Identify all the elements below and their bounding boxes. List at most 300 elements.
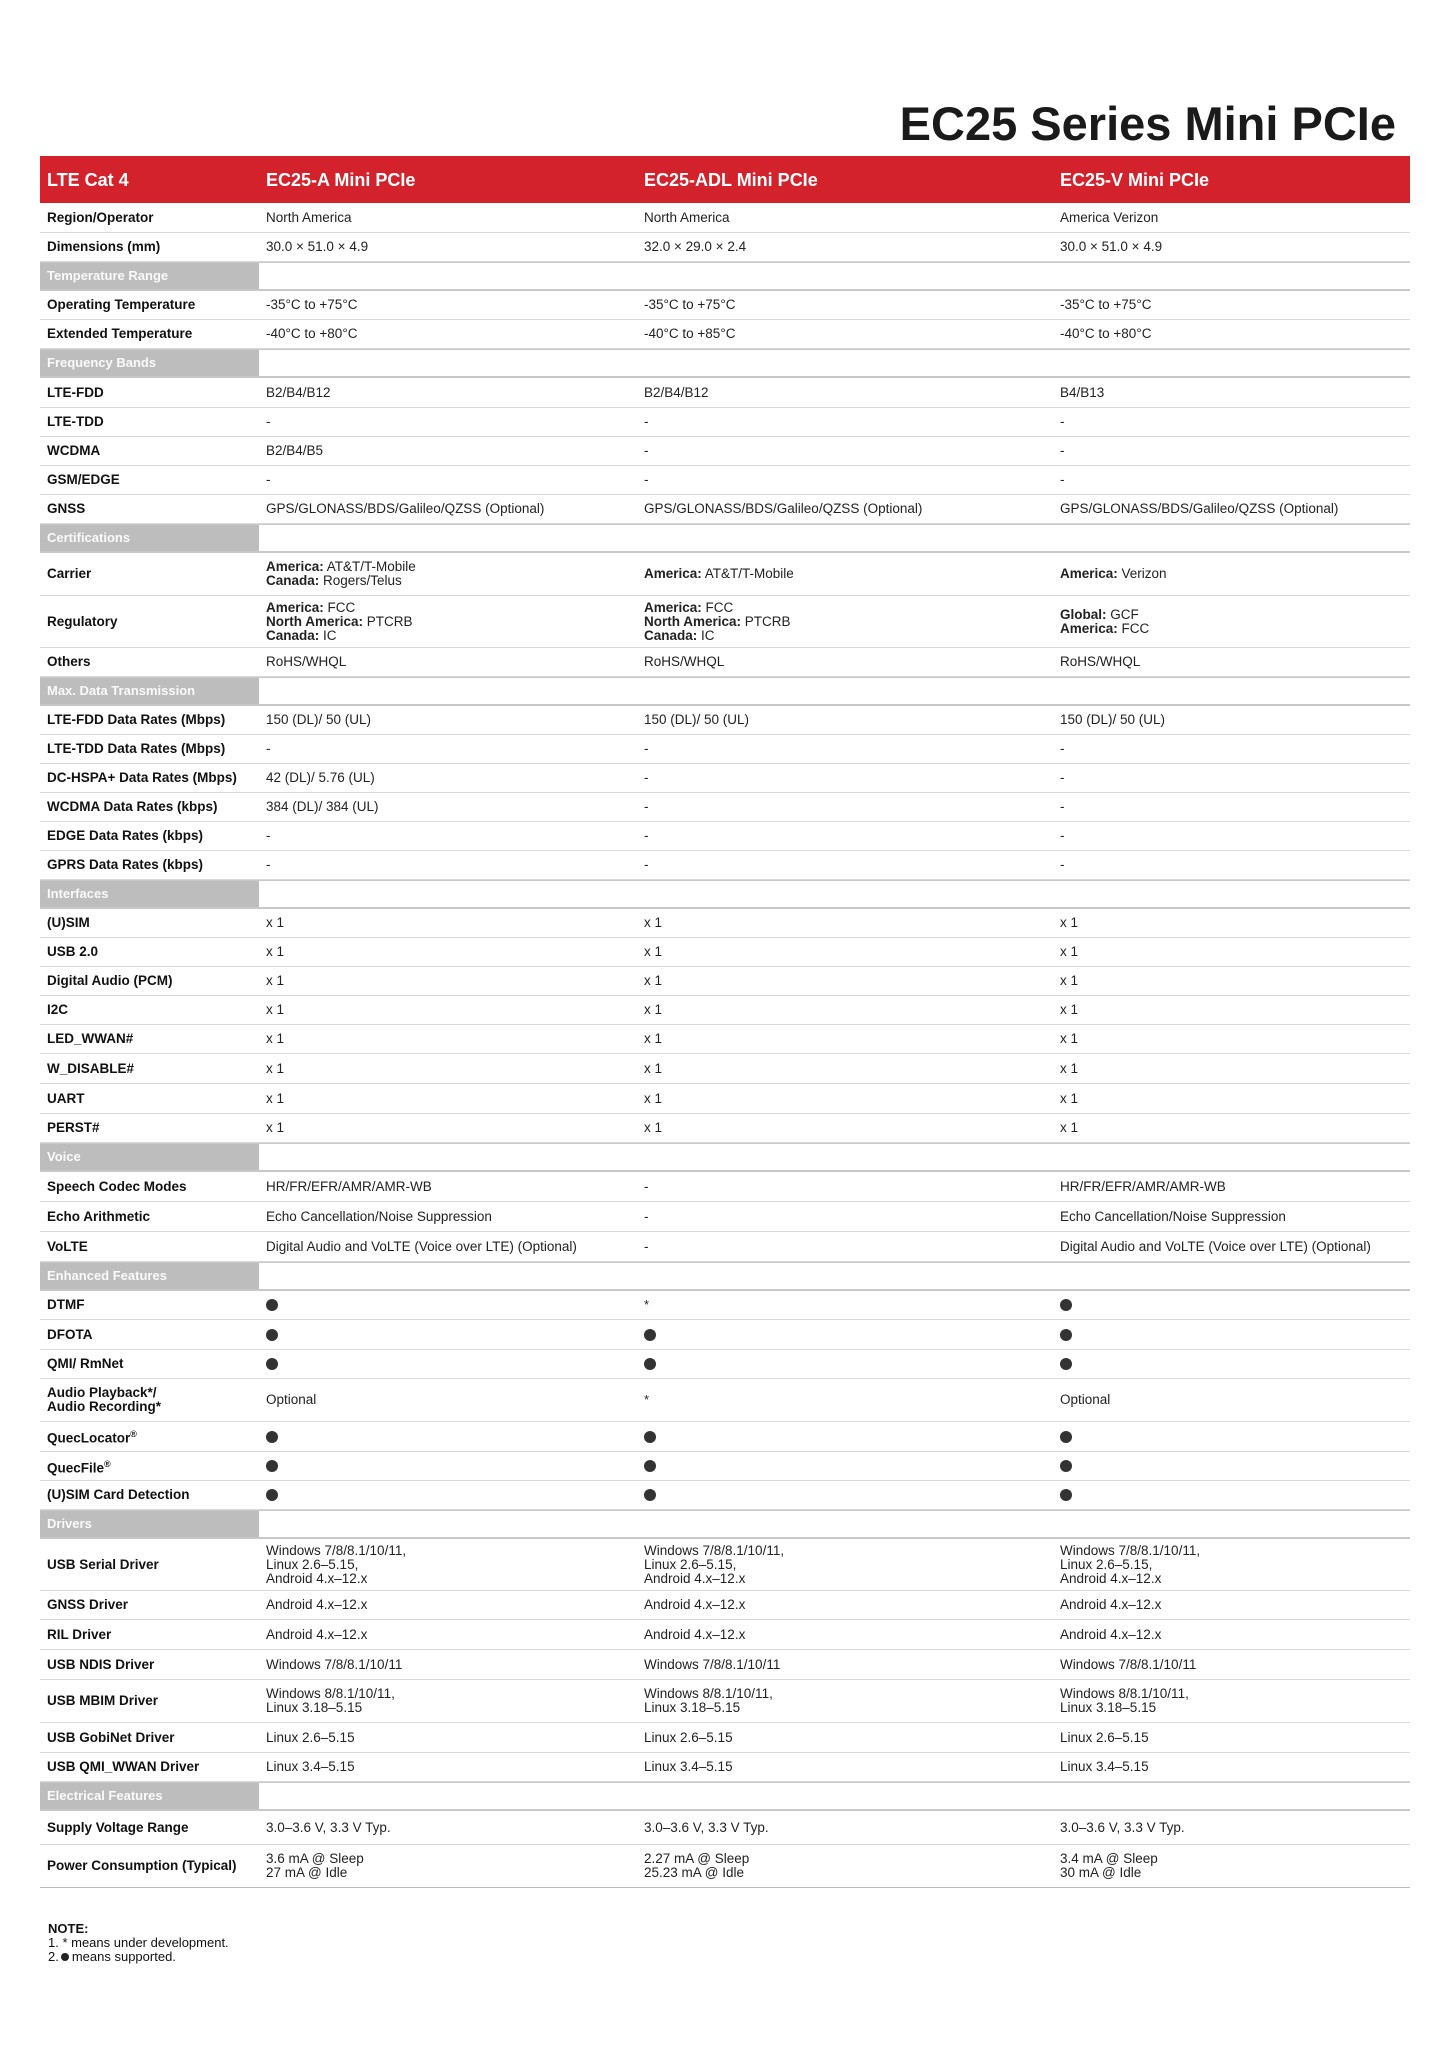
cell-value: FCC	[323, 599, 356, 615]
cell-a: Android 4.x–12.x	[266, 1626, 368, 1642]
note-title: NOTE:	[48, 1921, 89, 1936]
cell-value: PTCRB	[363, 613, 413, 629]
row-label: LED_WWAN#	[47, 1031, 134, 1046]
row-label: (U)SIM	[47, 915, 90, 930]
cell-adl	[637, 1430, 1053, 1444]
cell-v: Echo Cancellation/Noise Suppression	[1060, 1208, 1286, 1224]
cell-v	[1053, 1298, 1410, 1312]
cell-value: AT&T/T-Mobile	[323, 559, 416, 574]
cell-v: -	[1060, 770, 1065, 785]
spec-table	[40, 156, 1410, 1888]
cell-a: x 1	[266, 1090, 285, 1106]
cell-adl: x 1	[644, 944, 663, 959]
cell-v: -	[1060, 443, 1065, 458]
row-label: Carrier	[47, 566, 92, 581]
cell-adl: -	[644, 443, 649, 458]
cell-a: x 1	[266, 1002, 285, 1017]
cell-adl: x 1	[644, 1060, 663, 1076]
cell-a: x 1	[266, 1120, 285, 1135]
cell-value: Verizon	[1117, 566, 1167, 581]
cell-a: 150 (DL)/ 50 (UL)	[266, 712, 372, 727]
registered-mark: ®	[104, 1458, 111, 1469]
supported-dot-icon	[1060, 1329, 1072, 1341]
row-label: USB GobiNet Driver	[47, 1729, 175, 1745]
cell-key: America:	[266, 599, 324, 615]
cell-adl: x 1	[644, 1002, 663, 1017]
row-label: LTE-TDD Data Rates (Mbps)	[47, 741, 226, 756]
section-title: Frequency Bands	[40, 350, 259, 376]
row-label: Extended Temperature	[47, 326, 193, 341]
row-label: PERST#	[47, 1120, 100, 1135]
cell-key: North America:	[644, 613, 742, 629]
supported-dot-icon	[1060, 1299, 1072, 1311]
table-row	[40, 1723, 1410, 1753]
section-header	[40, 1262, 1410, 1291]
row-label: Digital Audio (PCM)	[47, 973, 173, 988]
cell-a: Digital Audio and VoLTE (Voice over LTE) (Optional)	[266, 1238, 577, 1254]
cell-a: Echo Cancellation/Noise Suppression	[266, 1208, 492, 1224]
section-header	[40, 349, 1410, 378]
cell-a: 42 (DL)/ 5.76 (UL)	[266, 770, 375, 785]
table-row	[40, 203, 1410, 233]
note-line-2	[48, 1950, 229, 1964]
row-label: (U)SIM Card Detection	[47, 1487, 190, 1502]
row-label: Operating Temperature	[47, 297, 196, 312]
cell-key: North America:	[266, 613, 364, 629]
table-row	[40, 1232, 1410, 1262]
row-label: Audio Playback*/ Audio Recording*	[47, 1385, 161, 1414]
row-label: Region/Operator	[47, 209, 154, 225]
row-label	[40, 1457, 259, 1476]
cell-key: America:	[644, 599, 702, 615]
table-row	[40, 378, 1410, 408]
cell-a: Windows 7/8/8.1/10/11, Linux 2.6–5.15, Android 4.x–12.x	[266, 1542, 407, 1586]
cell-adl: -	[644, 414, 649, 429]
cell-adl: 32.0 × 29.0 × 2.4	[644, 239, 747, 254]
cell-a: Linux 2.6–5.15	[266, 1729, 355, 1745]
table-row	[40, 1591, 1410, 1620]
cell-v: -	[1060, 828, 1065, 843]
supported-dot-icon	[644, 1431, 656, 1443]
cell-a	[259, 1328, 637, 1342]
table-row	[40, 596, 1410, 648]
cell-v: Linux 3.4–5.15	[1060, 1759, 1149, 1774]
cell-value: GCF	[1106, 606, 1139, 622]
row-label: GPRS Data Rates (kbps)	[47, 857, 204, 872]
cell-v: Optional	[1060, 1392, 1111, 1407]
cell-v: -35°C to +75°C	[1060, 297, 1152, 312]
supported-dot-icon	[1060, 1358, 1072, 1370]
cell-v: 3.4 mA @ Sleep 30 mA @ Idle	[1060, 1851, 1158, 1880]
cell-adl: Linux 3.4–5.15	[644, 1759, 733, 1774]
table-row	[40, 1202, 1410, 1232]
cell-adl: Windows 7/8/8.1/10/11, Linux 2.6–5.15, Android 4.x–12.x	[644, 1542, 785, 1586]
cell-a: x 1	[266, 1031, 285, 1046]
cell-adl: North America	[644, 209, 730, 225]
cell-adl	[637, 601, 1053, 643]
cell-adl: x 1	[644, 915, 663, 930]
row-label: DTMF	[47, 1297, 85, 1312]
table-row	[40, 1650, 1410, 1680]
section-header	[40, 880, 1410, 909]
table-row	[40, 1084, 1410, 1114]
section-header	[40, 262, 1410, 291]
row-label: Power Consumption (Typical)	[47, 1858, 237, 1873]
cell-v: -	[1060, 857, 1065, 872]
cell-a: -	[266, 741, 271, 756]
row-label: Regulatory	[47, 613, 118, 629]
row-label: DFOTA	[47, 1326, 93, 1342]
cell-v: -	[1060, 414, 1065, 429]
cell-a: -	[266, 828, 271, 843]
row-label: USB NDIS Driver	[47, 1656, 155, 1672]
cell-adl: x 1	[644, 1090, 663, 1106]
table-row	[40, 648, 1410, 677]
cell-a: GPS/GLONASS/BDS/Galileo/QZSS (Optional)	[266, 501, 545, 516]
cell-v: x 1	[1060, 1002, 1079, 1017]
row-label: LTE-FDD Data Rates (Mbps)	[47, 712, 226, 727]
table-row	[40, 1025, 1410, 1054]
supported-dot-icon	[644, 1358, 656, 1370]
cell-a: x 1	[266, 1060, 285, 1076]
row-label: GNSS	[47, 501, 86, 516]
table-row	[40, 996, 1410, 1025]
registered-mark: ®	[130, 1429, 137, 1440]
supported-dot-icon	[1060, 1489, 1072, 1501]
row-label: USB Serial Driver	[47, 1556, 159, 1572]
cell-a	[259, 1298, 637, 1312]
row-label: GSM/EDGE	[47, 472, 120, 487]
cell-key: Canada:	[266, 627, 320, 643]
cell-v: x 1	[1060, 973, 1079, 988]
cell-value: Rogers/Telus	[319, 573, 402, 588]
cell-a: RoHS/WHQL	[266, 654, 347, 669]
table-row	[40, 1620, 1410, 1650]
table-row	[40, 1680, 1410, 1723]
row-label: USB QMI_WWAN Driver	[47, 1759, 200, 1774]
cell-a: Android 4.x–12.x	[266, 1597, 368, 1612]
table-row	[40, 938, 1410, 967]
row-label: LTE-FDD	[47, 384, 104, 400]
cell-adl: -	[644, 1208, 649, 1224]
cell-adl: x 1	[644, 1031, 663, 1046]
cell-a: HR/FR/EFR/AMR/AMR-WB	[266, 1178, 432, 1194]
note-line-1: 1. * means under development.	[48, 1935, 229, 1950]
row-label-text: QuecFile	[47, 1460, 105, 1476]
cell-v: 150 (DL)/ 50 (UL)	[1060, 712, 1166, 727]
row-label: QMI/ RmNet	[47, 1356, 124, 1371]
table-row	[40, 851, 1410, 880]
row-label: WCDMA Data Rates (kbps)	[47, 799, 218, 814]
table-row	[40, 320, 1410, 349]
table-row	[40, 291, 1410, 320]
cell-adl: -	[644, 1178, 649, 1194]
cell-a: 3.6 mA @ Sleep 27 mA @ Idle	[266, 1851, 364, 1880]
table-row	[40, 1452, 1410, 1481]
cell-a: -	[266, 414, 271, 429]
cell-value: PTCRB	[741, 613, 791, 629]
cell-adl: 2.27 mA @ Sleep 25.23 mA @ Idle	[644, 1851, 750, 1880]
cell-a: -35°C to +75°C	[266, 297, 358, 312]
cell-adl: 3.0–3.6 V, 3.3 V Typ.	[644, 1819, 769, 1835]
cell-v: -	[1060, 799, 1065, 814]
table-row	[40, 1481, 1410, 1510]
cell-adl: x 1	[644, 973, 663, 988]
cell-v: -40°C to +80°C	[1060, 326, 1152, 341]
supported-dot-icon	[61, 1953, 69, 1961]
cell-v: Android 4.x–12.x	[1060, 1597, 1162, 1612]
cell-v: 3.0–3.6 V, 3.3 V Typ.	[1060, 1819, 1185, 1835]
cell-v	[1053, 608, 1410, 636]
row-label: Dimensions (mm)	[47, 239, 161, 254]
cell-a: 3.0–3.6 V, 3.3 V Typ.	[266, 1819, 391, 1835]
header-ec25-adl: EC25-ADL Mini PCIe	[644, 169, 818, 190]
cell-v: x 1	[1060, 915, 1079, 930]
row-label: LTE-TDD	[47, 414, 104, 429]
cell-v: x 1	[1060, 1060, 1079, 1076]
cell-adl: 150 (DL)/ 50 (UL)	[644, 712, 750, 727]
table-row	[40, 1539, 1410, 1591]
supported-dot-icon	[644, 1460, 656, 1472]
section-title: Drivers	[40, 1511, 259, 1537]
footnote	[48, 1922, 229, 1964]
cell-v: Linux 2.6–5.15	[1060, 1729, 1149, 1745]
cell-adl	[637, 1459, 1053, 1473]
cell-adl: -35°C to +75°C	[644, 297, 736, 312]
cell-adl: B2/B4/B12	[644, 384, 709, 400]
supported-dot-icon	[266, 1460, 278, 1472]
cell-adl: *	[644, 1297, 650, 1312]
table-row	[40, 1172, 1410, 1202]
cell-adl: x 1	[644, 1120, 663, 1135]
cell-v	[1053, 1459, 1410, 1473]
cell-adl: RoHS/WHQL	[644, 654, 725, 669]
cell-v	[1053, 1488, 1410, 1502]
table-row	[40, 408, 1410, 437]
cell-a: Windows 8/8.1/10/11, Linux 3.18–5.15	[266, 1686, 395, 1715]
cell-a: Linux 3.4–5.15	[266, 1759, 355, 1774]
cell-value: IC	[697, 627, 715, 643]
cell-v: Digital Audio and VoLTE (Voice over LTE) (Optional)	[1060, 1238, 1371, 1254]
row-label: RIL Driver	[47, 1626, 112, 1642]
table-row	[40, 735, 1410, 764]
supported-dot-icon	[1060, 1431, 1072, 1443]
cell-key: Global:	[1060, 606, 1107, 622]
header-category: LTE Cat 4	[47, 169, 129, 190]
cell-a: -	[266, 472, 271, 487]
cell-adl	[637, 1328, 1053, 1342]
section-title: Certifications	[40, 525, 259, 551]
cell-a: Optional	[266, 1392, 317, 1407]
cell-v: x 1	[1060, 944, 1079, 959]
cell-v	[1053, 1357, 1410, 1371]
cell-adl: -	[644, 472, 649, 487]
section-title: Electrical Features	[40, 1783, 259, 1809]
table-row	[40, 233, 1410, 262]
cell-adl: *	[644, 1392, 650, 1407]
cell-a: -	[266, 857, 271, 872]
cell-adl: Windows 7/8/8.1/10/11	[644, 1656, 781, 1672]
row-label: Others	[47, 654, 91, 669]
cell-key: America:	[1060, 620, 1118, 636]
cell-adl	[637, 567, 1053, 581]
cell-adl: -	[644, 770, 649, 785]
cell-a: x 1	[266, 973, 285, 988]
table-row	[40, 909, 1410, 938]
row-label: Speech Codec Modes	[47, 1178, 187, 1194]
table-row	[40, 1320, 1410, 1350]
cell-a	[259, 1488, 637, 1502]
cell-adl: -	[644, 1238, 649, 1254]
cell-a	[259, 560, 637, 588]
row-label: UART	[47, 1090, 85, 1106]
cell-adl: Windows 8/8.1/10/11, Linux 3.18–5.15	[644, 1686, 773, 1715]
cell-v: -	[1060, 741, 1065, 756]
row-label: GNSS Driver	[47, 1597, 129, 1612]
supported-dot-icon	[644, 1329, 656, 1341]
cell-adl	[637, 1357, 1053, 1371]
table-row	[40, 1114, 1410, 1143]
cell-adl: -	[644, 857, 649, 872]
cell-a	[259, 601, 637, 643]
cell-value: AT&T/T-Mobile	[701, 566, 794, 581]
cell-adl: -	[644, 828, 649, 843]
table-row	[40, 1811, 1410, 1845]
cell-adl: Linux 2.6–5.15	[644, 1729, 733, 1745]
cell-key: Canada:	[644, 627, 698, 643]
table-row	[40, 1291, 1410, 1320]
cell-v: Windows 7/8/8.1/10/11, Linux 2.6–5.15, Android 4.x–12.x	[1060, 1542, 1201, 1586]
section-header	[40, 524, 1410, 553]
table-row	[40, 967, 1410, 996]
section-title: Enhanced Features	[40, 1263, 259, 1289]
cell-a: Windows 7/8/8.1/10/11	[266, 1656, 403, 1672]
cell-adl: Android 4.x–12.x	[644, 1597, 746, 1612]
supported-dot-icon	[266, 1489, 278, 1501]
supported-dot-icon	[266, 1431, 278, 1443]
row-label: USB MBIM Driver	[47, 1693, 159, 1708]
cell-v	[1053, 1430, 1410, 1444]
section-title: Voice	[40, 1144, 259, 1170]
supported-dot-icon	[644, 1489, 656, 1501]
cell-a: B2/B4/B12	[266, 384, 331, 400]
table-row	[40, 495, 1410, 524]
cell-a: North America	[266, 209, 352, 225]
supported-dot-icon	[266, 1358, 278, 1370]
section-header	[40, 1510, 1410, 1539]
table-row	[40, 553, 1410, 596]
cell-key: America:	[1060, 566, 1118, 581]
cell-a: B2/B4/B5	[266, 443, 324, 458]
table-row	[40, 1753, 1410, 1782]
cell-key: America:	[644, 566, 702, 581]
cell-value: FCC	[1117, 620, 1150, 636]
table-header	[40, 156, 1410, 203]
cell-adl: GPS/GLONASS/BDS/Galileo/QZSS (Optional)	[644, 501, 923, 516]
cell-v	[1053, 1328, 1410, 1342]
supported-dot-icon	[266, 1329, 278, 1341]
cell-a	[259, 1459, 637, 1473]
header-ec25-a: EC25-A Mini PCIe	[266, 169, 416, 190]
cell-v: x 1	[1060, 1031, 1079, 1046]
cell-adl: Android 4.x–12.x	[644, 1626, 746, 1642]
cell-adl: -	[644, 741, 649, 756]
row-label: W_DISABLE#	[47, 1060, 135, 1076]
note-line-2-number: 2.	[48, 1949, 59, 1964]
row-label: WCDMA	[47, 443, 101, 458]
section-header	[40, 1143, 1410, 1172]
cell-a	[259, 1357, 637, 1371]
supported-dot-icon	[266, 1299, 278, 1311]
cell-v: GPS/GLONASS/BDS/Galileo/QZSS (Optional)	[1060, 501, 1339, 516]
cell-a: x 1	[266, 915, 285, 930]
table-row	[40, 1054, 1410, 1084]
table-row	[40, 1422, 1410, 1452]
cell-a	[259, 1430, 637, 1444]
cell-v: -	[1060, 472, 1065, 487]
table-row	[40, 1350, 1410, 1379]
cell-key: America:	[266, 559, 324, 574]
table-row	[40, 1379, 1410, 1422]
cell-a: -40°C to +80°C	[266, 326, 358, 341]
cell-v: B4/B13	[1060, 384, 1105, 400]
cell-v: HR/FR/EFR/AMR/AMR-WB	[1060, 1178, 1226, 1194]
section-header	[40, 1782, 1410, 1811]
cell-adl: -40°C to +85°C	[644, 326, 736, 341]
cell-v: RoHS/WHQL	[1060, 654, 1141, 669]
row-label: USB 2.0	[47, 944, 99, 959]
cell-adl: -	[644, 799, 649, 814]
cell-value: FCC	[701, 599, 734, 615]
row-label: EDGE Data Rates (kbps)	[47, 828, 204, 843]
cell-adl	[637, 1488, 1053, 1502]
cell-v: Windows 8/8.1/10/11, Linux 3.18–5.15	[1060, 1686, 1189, 1715]
table-row	[40, 437, 1410, 466]
cell-a: 30.0 × 51.0 × 4.9	[266, 239, 369, 254]
table-row	[40, 793, 1410, 822]
supported-dot-icon	[1060, 1460, 1072, 1472]
cell-v: America Verizon	[1060, 209, 1159, 225]
row-label: I2C	[47, 1002, 69, 1017]
cell-v: Android 4.x–12.x	[1060, 1626, 1162, 1642]
table-row	[40, 1845, 1410, 1888]
cell-key: Canada:	[266, 573, 320, 588]
cell-a: 384 (DL)/ 384 (UL)	[266, 799, 379, 814]
row-label: Echo Arithmetic	[47, 1208, 151, 1224]
table-row	[40, 822, 1410, 851]
table-row	[40, 764, 1410, 793]
row-label-text: QuecLocator	[47, 1430, 131, 1446]
cell-v: x 1	[1060, 1090, 1079, 1106]
cell-value: IC	[319, 627, 337, 643]
page-title: EC25 Series Mini PCIe	[899, 97, 1396, 150]
cell-a: x 1	[266, 944, 285, 959]
row-label	[40, 1427, 259, 1446]
section-title: Interfaces	[40, 881, 259, 907]
row-label: Supply Voltage Range	[47, 1819, 189, 1835]
note-line-2-text: means supported.	[71, 1949, 176, 1964]
row-label: DC-HSPA+ Data Rates (Mbps)	[47, 770, 237, 785]
table-row	[40, 706, 1410, 735]
section-title: Max. Data Transmission	[40, 678, 259, 704]
section-title: Temperature Range	[40, 263, 259, 289]
cell-v: 30.0 × 51.0 × 4.9	[1060, 239, 1163, 254]
section-header	[40, 677, 1410, 706]
cell-v	[1053, 567, 1410, 581]
table-row	[40, 466, 1410, 495]
header-ec25-v: EC25-V Mini PCIe	[1060, 169, 1210, 190]
row-label: VoLTE	[47, 1238, 88, 1254]
